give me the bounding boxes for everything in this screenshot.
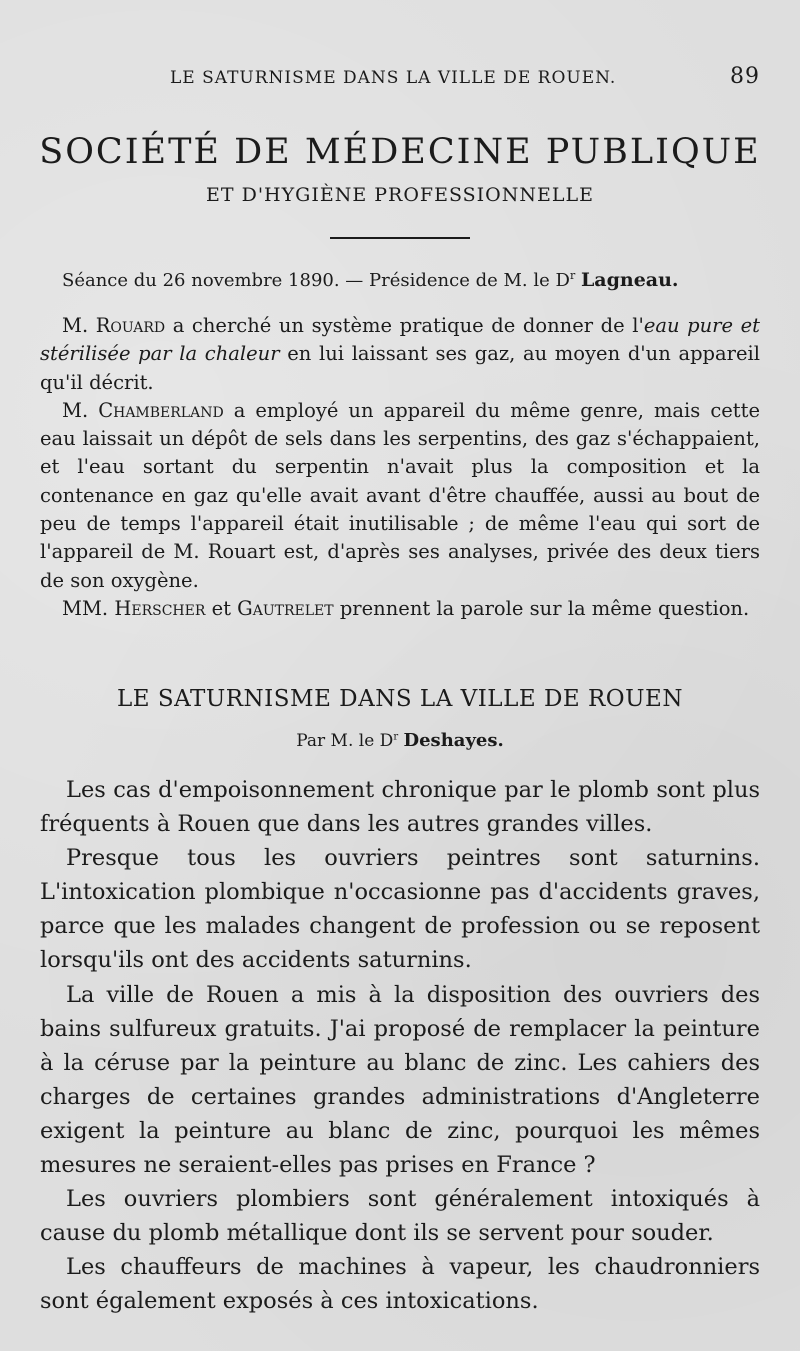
seance-text: Séance du 26 novembre 1890. — Présidence de M. le D bbox=[62, 270, 570, 291]
p3-text: prennent la parole sur la même question. bbox=[333, 596, 750, 620]
p3-mid: et bbox=[205, 596, 238, 620]
section-divider bbox=[330, 237, 470, 239]
minutes-paragraph-2 bbox=[40, 397, 760, 595]
minutes-paragraph-1 bbox=[40, 312, 760, 397]
author-name: Deshayes. bbox=[403, 730, 504, 751]
p1-prefix: M. bbox=[62, 314, 96, 337]
p1-italic: eau pure et stérilisée par la chaleur bbox=[40, 314, 760, 366]
article-paragraph: Les cas d'empoisonnement chronique par le plomb sont plus fréquents à Rouen que dans les autres grandes villes. bbox=[40, 777, 760, 838]
p2-prefix: M. bbox=[62, 398, 99, 422]
article-paragraph: Presque tous les ouvriers peintres sont saturnins. L'intoxication plombique n'occasionne pas d'accidents graves, parce que les malades changent de profession ou se reposent lorsqu'ils ont des accidents saturnins. bbox=[40, 845, 760, 974]
name-gautrelet: Gautrelet bbox=[237, 596, 334, 620]
seance-line bbox=[62, 269, 762, 291]
p2-text: a employé un appareil du même genre, mais cette eau laissait un dépôt de sels dans les serpentins, des gaz s'échappaient, et l'eau sortant du serpentin n'avait plus la composition et la contenance en gaz qu'elle avait avant d'être chauffée, aussi au bout de peu de temps l'appareil était inutilisable ; de même l'eau qui sort de l'appareil de M. Rouart est, d'après ses analyses, privée des deux tiers de son oxygène. bbox=[40, 398, 760, 592]
seance-sup: r bbox=[569, 269, 576, 282]
p3-prefix: MM. bbox=[62, 596, 115, 620]
minutes-block bbox=[40, 312, 760, 623]
name-rouard: Rouard bbox=[95, 314, 166, 337]
p1-text2: en lui laissant ses gaz, au moyen d'un appareil qu'il décrit. bbox=[40, 342, 760, 394]
running-header bbox=[170, 64, 760, 94]
name-herscher: Herscher bbox=[114, 596, 206, 620]
byline-sup: r bbox=[393, 731, 399, 743]
article-paragraph: Les ouvriers plombiers sont généralement intoxiqués à cause du plomb métallique dont ils se servent pour souder. bbox=[40, 1186, 760, 1247]
article-paragraph: La ville de Rouen a mis à la disposition des ouvriers des bains sulfureux gratuits. J'ai proposé de remplacer la peinture à la céruse par la peinture au blanc de zinc. Les cahiers des charges de certaines grandes administrations d'Angleterre exigent la peinture au blanc de zinc, pourquoi les mêmes mesures ne seraient-elles pas prises en France ? bbox=[40, 981, 760, 1179]
article-title: LE SATURNISME DANS LA VILLE DE ROUEN bbox=[117, 686, 683, 712]
page-number: 89 bbox=[730, 64, 760, 89]
president-name: Lagneau. bbox=[580, 269, 679, 291]
society-title: SOCIÉTÉ DE MÉDECINE PUBLIQUE bbox=[39, 132, 761, 172]
article-paragraph: Les chauffeurs de machines à vapeur, les chaudronniers sont également exposés à ces intoxications. bbox=[40, 1254, 760, 1315]
running-title: LE SATURNISME DANS LA VILLE DE ROUEN. bbox=[170, 68, 617, 88]
minutes-paragraph-3 bbox=[40, 595, 760, 623]
society-subtitle: ET D'HYGIÈNE PROFESSIONNELLE bbox=[206, 184, 594, 206]
article-byline bbox=[0, 730, 800, 751]
p1-text1: a cherché un système pratique de donner de l' bbox=[165, 314, 644, 337]
byline-prefix: Par M. le D bbox=[296, 731, 394, 751]
article-body bbox=[40, 773, 760, 1319]
name-chamberland: Chamberland bbox=[98, 398, 224, 422]
